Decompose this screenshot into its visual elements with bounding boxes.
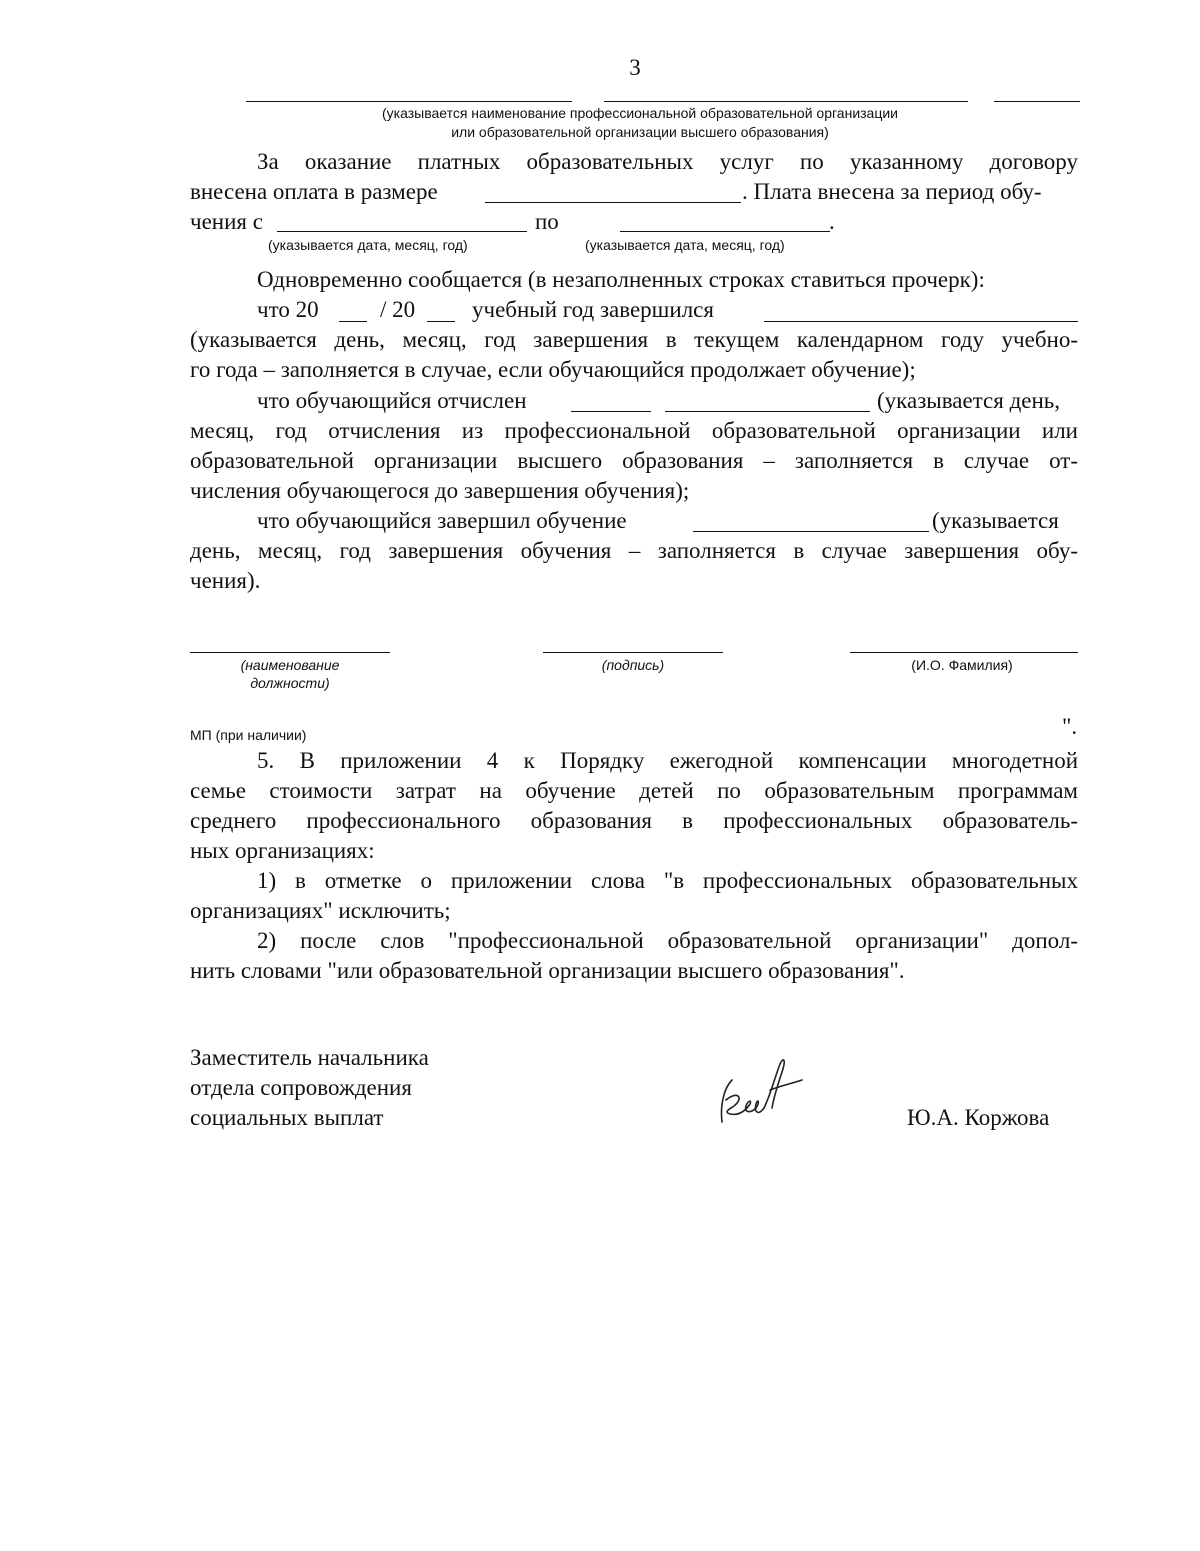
- completed-prefix: что обучающийся завершил обучение: [257, 508, 627, 533]
- item5-sub1-line2: организациях" исключить;: [190, 898, 451, 923]
- item5-line1: 5. В приложении 4 к Порядку ежегодной компенсации многодетной: [257, 748, 1078, 773]
- caption-to: (указывается дата, месяц, год): [585, 237, 785, 253]
- page-number: 3: [629, 55, 641, 80]
- year-note-1: (указывается день, месяц, год завершения в текущем календарном году учебно-: [190, 327, 1078, 352]
- signatory-title-2: отдела сопровождения: [190, 1075, 412, 1100]
- item5-line2: семье стоимости затрат на обучение детей по образовательным программам: [190, 778, 1078, 803]
- position-caption: (наименование должности): [240, 657, 340, 691]
- expelled-suffix: (указывается день,: [877, 388, 1061, 413]
- notice-year-a: что 20: [257, 297, 319, 322]
- expelled-note-1: месяц, год отчисления из профессиональной образовательной организации или: [190, 418, 1078, 443]
- signatory-name: Ю.А. Коржова: [907, 1105, 1050, 1130]
- payment-amount-blank[interactable]: [485, 202, 741, 203]
- signatory-title-1: Заместитель начальника: [190, 1045, 429, 1070]
- completed-blank[interactable]: [693, 531, 929, 532]
- top-rule-3: [994, 101, 1080, 102]
- stamp-label: МП (при наличии): [190, 727, 307, 743]
- payment-to-blank[interactable]: [620, 231, 830, 232]
- expelled-prefix: что обучающийся отчислен: [257, 388, 527, 413]
- expelled-blank-2[interactable]: [665, 411, 870, 412]
- signature-caption: (подпись): [601, 657, 665, 673]
- payment-line3-prefix: чения с: [190, 209, 263, 234]
- item5-sub1-line1: 1) в отметке о приложении слова "в профессиональных образовательных: [257, 868, 1078, 893]
- item5-line4: ных организациях:: [190, 838, 375, 863]
- payment-line2-prefix: внесена оплата в размере: [190, 179, 438, 204]
- name-caption: (И.О. Фамилия): [911, 657, 1013, 673]
- year-blank-1[interactable]: [339, 321, 367, 322]
- notice-year-c: учебный год завершился: [472, 297, 714, 322]
- payment-line1: За оказание платных образовательных услуг по указанному договору: [257, 149, 1078, 174]
- notice-year-b: / 20: [380, 297, 416, 322]
- org-caption-line2: или образовательной организации высшего образования): [451, 124, 829, 140]
- payment-line3-end: .: [829, 209, 835, 234]
- year-blank-2[interactable]: [427, 321, 455, 322]
- item5-line3: среднего профессионального образования в профессиональных образователь-: [190, 808, 1078, 833]
- top-rule-2: [604, 101, 968, 102]
- payment-line2-suffix: . Плата внесена за период обу-: [742, 179, 1042, 204]
- item5-sub2-line1: 2) после слов "профессиональной образовательной организации" допол-: [257, 928, 1078, 953]
- signature-blank[interactable]: [543, 652, 723, 653]
- payment-line3-mid: по: [535, 209, 559, 234]
- caption-from: (указывается дата, месяц, год): [268, 237, 468, 253]
- year-note-2: го года – заполняется в случае, если обучающийся продолжает обучение);: [190, 357, 916, 382]
- expelled-note-2: образовательной организации высшего образования – заполняется в случае от-: [190, 448, 1078, 473]
- item5-sub2-line2: нить словами "или образовательной организации высшего образования".: [190, 958, 905, 983]
- year-completed-blank[interactable]: [764, 321, 1078, 322]
- expelled-blank-1[interactable]: [571, 411, 651, 412]
- notice-intro: Одновременно сообщается (в незаполненных строках ставиться прочерк):: [257, 267, 985, 292]
- top-rule-1: [246, 101, 572, 102]
- position-blank[interactable]: [190, 652, 390, 653]
- name-blank[interactable]: [850, 652, 1078, 653]
- closing-quote: ".: [1062, 714, 1078, 739]
- org-caption-line1: (указывается наименование профессиональной образовательной организации: [381, 105, 899, 121]
- completed-note-1: день, месяц, год завершения обучения – заполняется в случае завершения обу-: [190, 538, 1078, 563]
- payment-from-blank[interactable]: [277, 231, 527, 232]
- completed-note-2: чения).: [190, 568, 261, 593]
- handwritten-signature: [700, 1050, 810, 1130]
- completed-suffix: (указывается: [932, 508, 1059, 533]
- expelled-note-3: числения обучающегося до завершения обучения);: [190, 478, 690, 503]
- signatory-title-3: социальных выплат: [190, 1105, 384, 1130]
